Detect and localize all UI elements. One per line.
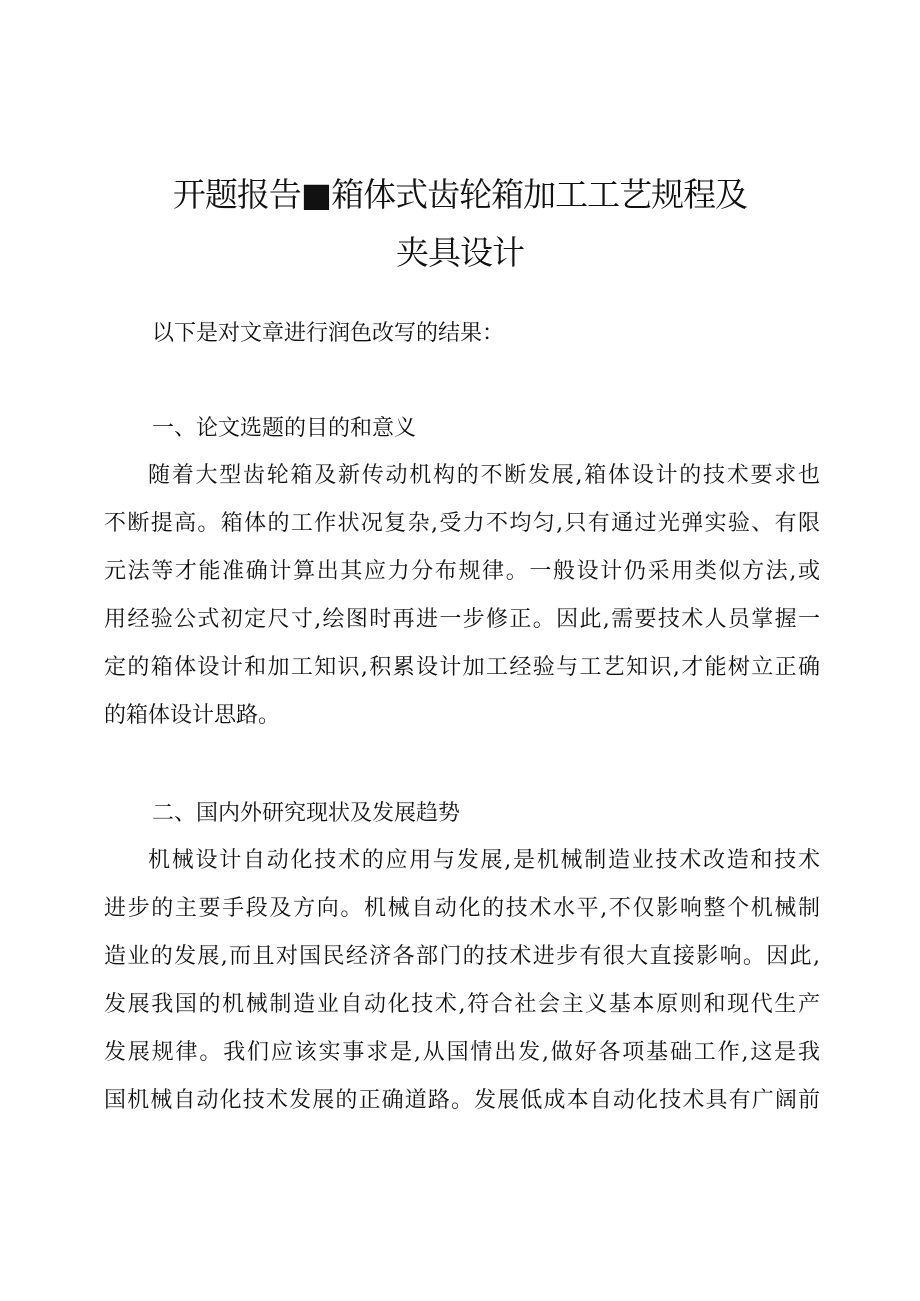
paragraph-line: 不断提高。箱体的工作状况复杂,受力不均匀,只有通过光弹实验、有限 — [104, 511, 820, 536]
title-line-2: 夹具设计 — [396, 233, 524, 272]
paragraph-line: 造业的发展,而且对国民经济各部门的技术进步有很大直接影响。因此, — [104, 944, 820, 969]
paragraph-line: 进步的主要手段及方向。机械自动化的技术水平,不仅影响整个机械制 — [104, 896, 820, 921]
document-title — [0, 166, 920, 282]
section-heading-1: 一、论文选题的目的和意义 — [152, 416, 417, 441]
section-paragraph-1 — [104, 452, 820, 740]
paragraph-line: 定的箱体设计和加工知识,积累设计加工经验与工艺知识,才能树立正确 — [104, 655, 820, 680]
paragraph-line: 用经验公式初定尺寸,绘图时再进一步修正。因此,需要技术人员掌握一 — [104, 607, 820, 632]
section-paragraph-2 — [104, 837, 820, 1125]
paragraph-line: 机械设计自动化技术的应用与发展,是机械制造业技术改造和技术 — [148, 848, 820, 873]
paragraph-line: 的箱体设计思路。 — [104, 703, 281, 728]
title-line-1: 开题报告■箱体式齿轮箱加工工艺规程及 — [172, 175, 748, 214]
paragraph-line: 元法等才能准确计算出其应力分布规律。一般设计仍采用类似方法,或 — [104, 559, 820, 584]
section-heading-2: 二、国内外研究现状及发展趋势 — [152, 801, 461, 826]
paragraph-line: 随着大型齿轮箱及新传动机构的不断发展,箱体设计的技术要求也 — [148, 463, 820, 488]
paragraph-line: 发展规律。我们应该实事求是,从国情出发,做好各项基础工作,这是我 — [104, 1040, 820, 1065]
intro-text: 以下是对文章进行润色改写的结果： — [152, 321, 505, 346]
paragraph-line: 国机械自动化技术发展的正确道路。发展低成本自动化技术具有广阔前 — [104, 1088, 820, 1113]
paragraph-line: 发展我国的机械制造业自动化技术,符合社会主义基本原则和现代生产 — [104, 992, 820, 1017]
